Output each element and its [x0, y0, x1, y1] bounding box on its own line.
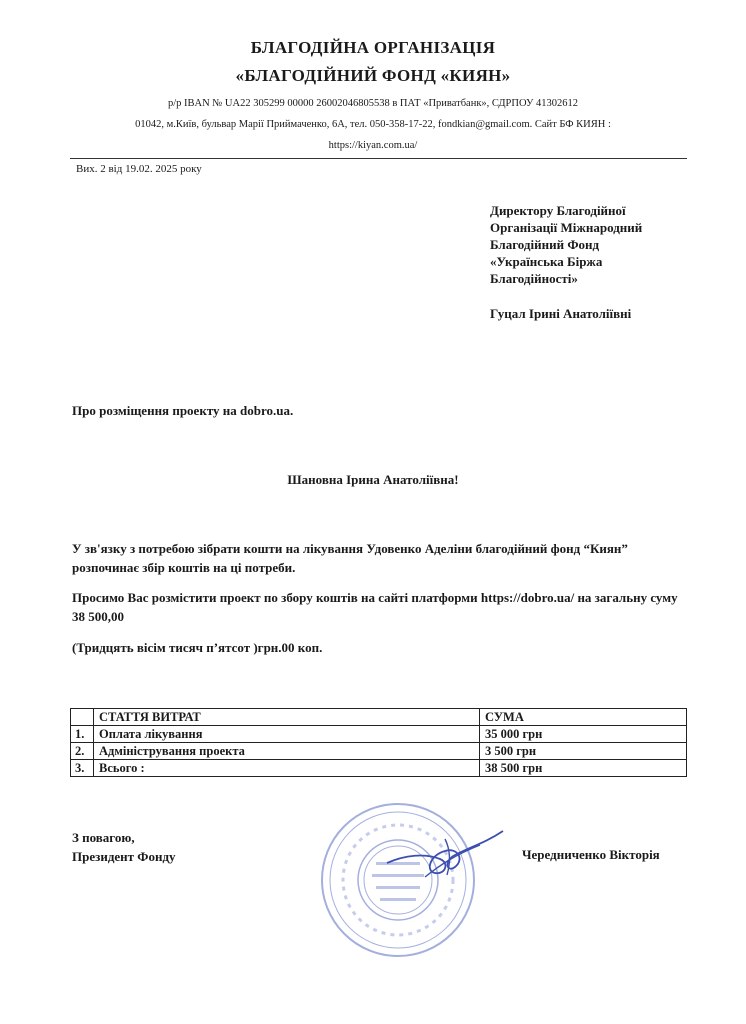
- row-amount: 38 500 грн: [480, 760, 687, 777]
- outgoing-reference: Вих. 2 від 19.02. 2025 року: [76, 163, 202, 175]
- row-item: Всього :: [94, 760, 480, 777]
- row-num: 2.: [71, 743, 94, 760]
- row-num: 1.: [71, 726, 94, 743]
- bank-details: р/р IBAN № UA22 305299 00000 26002046805538 в ПАТ «Приватбанк», СДРПОУ 41302612: [167, 98, 579, 109]
- addressee-name: Гуцал Ірині Анатоліївні: [490, 306, 632, 321]
- row-item: Адміністрування проекта: [94, 743, 480, 760]
- addressee-line: «Українська Біржа: [490, 254, 603, 269]
- addressee-line: Благодійності»: [490, 271, 578, 286]
- row-num: 3.: [71, 760, 94, 777]
- table-header-row: [71, 709, 687, 726]
- body-paragraph-1: У зв'язку з потребою зібрати кошти на лікування Удовенко Аделіни благодійний фонд “Киян” розпочинає збір коштів на ці потреби.: [72, 541, 628, 575]
- salutation: Шановна Ірина Анатоліївна!: [287, 472, 459, 487]
- regards-text: З повагою,: [72, 830, 135, 845]
- table-row: [71, 760, 687, 777]
- row-amount: 35 000 грн: [480, 726, 687, 743]
- signer-name: Чередниченко Вікторія: [522, 847, 660, 862]
- body-paragraph-2: Просимо Вас розмістити проект по збору коштів на сайті платформи https://dobro.ua/ на загальну суму 38 500,00: [72, 590, 678, 624]
- row-item: Оплата лікування: [94, 726, 480, 743]
- addressee-line: Директору Благодійної: [490, 203, 626, 218]
- body-paragraph-3: (Тридцять вісім тисяч п’ятсот )грн.00 коп.: [72, 640, 323, 655]
- signer-position: Президент Фонду: [72, 849, 176, 864]
- table-row: [71, 743, 687, 760]
- signoff-block: [72, 828, 176, 866]
- signature-icon: [385, 825, 505, 885]
- row-amount: 3 500 грн: [480, 743, 687, 760]
- addressee-line: Організації Міжнародний: [490, 220, 643, 235]
- header-item: СТАТТЯ ВИТРАТ: [94, 709, 480, 726]
- costs-table: [70, 708, 687, 777]
- org-name-heading: «БЛАГОДІЙНИЙ ФОНД «КИЯН»: [235, 66, 511, 85]
- address-details: 01042, м.Київ, бульвар Марії Приймаченко, 6А, тел. 050-358-17-22, fondkian@gmail.com. Сайт БФ КИЯН :: [135, 119, 611, 130]
- website-link[interactable]: https://kiyan.com.ua/: [328, 140, 418, 151]
- header-num: [71, 709, 94, 726]
- table-row: [71, 726, 687, 743]
- letter-subject: Про розміщення проекту на dobro.ua.: [72, 403, 294, 418]
- header-amount: СУМА: [480, 709, 687, 726]
- addressee-line: Благодійний Фонд: [490, 237, 600, 252]
- addressee-block: [490, 202, 690, 322]
- org-type-heading: БЛАГОДІЙНА ОРГАНІЗАЦІЯ: [250, 38, 496, 57]
- header-divider: [70, 158, 687, 159]
